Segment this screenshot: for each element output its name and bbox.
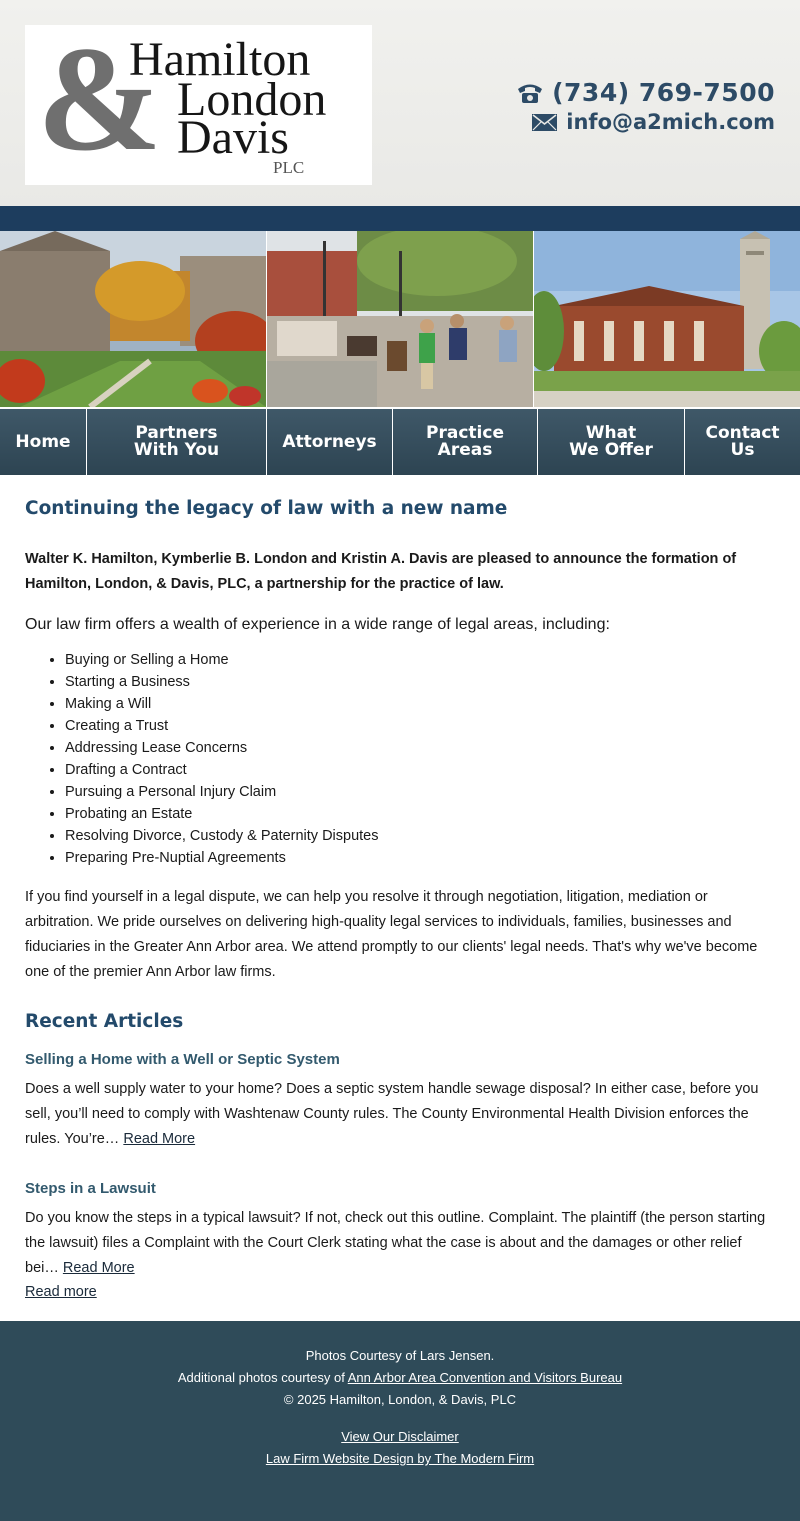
disclaimer-link[interactable]: View Our Disclaimer bbox=[341, 1429, 459, 1444]
envelope-icon bbox=[531, 113, 558, 132]
nav-home[interactable] bbox=[0, 409, 87, 475]
nav-offer-label: What We Offer bbox=[569, 423, 653, 460]
article-item bbox=[25, 1050, 775, 1152]
services-paragraph: If you find yourself in a legal dispute, we can help you resolve it through negotiation, litigation, mediation or arbitration. We pride ourselves on delivering high-quality legal services to individuals, families, businesses and fiduciaries in the Greater Ann Arbor area. We attend promptly to our clients' legal needs. That's why we've become one of the premier Ann Arbor law firms. bbox=[25, 889, 758, 980]
article-excerpt: Does a well supply water to your home? Does a septic system handle sewage disposal? In either case, before you sell, you’ll need to comply with Washtenaw County rules. The County Environmental Health Division enforces the rules. You’re… Read More bbox=[25, 1081, 759, 1147]
practice-areas-list bbox=[25, 649, 775, 869]
article-item bbox=[25, 1179, 775, 1281]
nav-attorneys[interactable] bbox=[267, 409, 393, 475]
visitors-bureau-link[interactable]: Ann Arbor Area Convention and Visitors Bureau bbox=[347, 1370, 623, 1385]
header-band bbox=[0, 206, 800, 231]
nav-contact-label: Contact Us bbox=[705, 423, 780, 460]
site-footer bbox=[0, 1321, 800, 1521]
read-more-all-link[interactable]: Read more bbox=[25, 1284, 97, 1300]
photo-credit: Photos Courtesy of Lars Jensen. bbox=[305, 1348, 495, 1363]
photo-street-cafe bbox=[267, 231, 533, 407]
all-articles-link-row bbox=[25, 1281, 775, 1303]
nav-partners-with-you[interactable] bbox=[87, 409, 267, 475]
email-contact[interactable] bbox=[531, 110, 775, 134]
list-item: • Pursuing a Personal Injury Claim bbox=[65, 781, 775, 803]
photo-law-quad bbox=[0, 231, 266, 407]
photo-banner bbox=[0, 231, 800, 407]
list-item: • Drafting a Contract bbox=[65, 759, 775, 781]
list-item: • Starting a Business bbox=[65, 671, 775, 693]
nav-practice-label: Practice Areas bbox=[426, 423, 504, 460]
nav-what-we-offer[interactable] bbox=[538, 409, 685, 475]
phone-number[interactable]: (734) 769-7500 bbox=[552, 78, 775, 107]
logo-line-2: London bbox=[177, 73, 327, 126]
email-address[interactable]: info@a2mich.com bbox=[566, 110, 775, 134]
list-item: • Preparing Pre-Nuptial Agreements bbox=[65, 847, 775, 869]
intro-text: Our law firm offers a wealth of experience in a wide range of legal areas, including: bbox=[25, 616, 610, 633]
list-item: • Addressing Lease Concerns bbox=[65, 737, 775, 759]
nav-home-label: Home bbox=[15, 431, 71, 452]
article-title[interactable]: Selling a Home with a Well or Septic System bbox=[25, 1051, 340, 1068]
disclaimer-row bbox=[0, 1426, 800, 1448]
logo-line-3: Davis bbox=[177, 111, 289, 164]
site-header bbox=[0, 0, 800, 206]
logo-line-1: Hamilton bbox=[129, 33, 311, 86]
firm-logo[interactable] bbox=[25, 25, 372, 185]
nav-partners-label: Partners With You bbox=[133, 423, 220, 460]
designer-link[interactable]: Law Firm Website Design by The Modern Firm bbox=[265, 1451, 535, 1466]
phone-contact[interactable] bbox=[516, 78, 775, 107]
nav-contact-us[interactable] bbox=[685, 409, 800, 475]
read-more-link[interactable]: Read More bbox=[62, 1260, 135, 1276]
main-navigation bbox=[0, 409, 800, 475]
designer-row bbox=[0, 1448, 800, 1470]
main-content bbox=[0, 497, 800, 1303]
telephone-icon bbox=[516, 82, 544, 104]
read-more-link[interactable]: Read More bbox=[123, 1131, 196, 1147]
recent-articles-heading: Recent Articles bbox=[25, 1011, 184, 1032]
article-title[interactable]: Steps in a Lawsuit bbox=[25, 1180, 156, 1197]
photo-burton-tower bbox=[534, 231, 800, 407]
nav-practice-areas[interactable] bbox=[393, 409, 538, 475]
copyright: © 2025 Hamilton, London, & Davis, PLC bbox=[283, 1392, 517, 1407]
page-title: Continuing the legacy of law with a new name bbox=[25, 498, 508, 519]
article-excerpt: Do you know the steps in a typical lawsuit? If not, check out this outline. Complaint. The plaintiff (the person starting the lawsuit) files a Complaint with the Court Clerk stating what the case is about and the damages or other relief bei… Read More bbox=[25, 1210, 766, 1276]
nav-attorneys-label: Attorneys bbox=[282, 431, 377, 452]
logo-graphic bbox=[25, 25, 372, 185]
list-item: • Resolving Divorce, Custody & Paternity Disputes bbox=[65, 825, 775, 847]
list-item: • Creating a Trust bbox=[65, 715, 775, 737]
additional-credit: Additional photos courtesy of Ann Arbor Area Convention and Visitors Bureau bbox=[177, 1370, 623, 1385]
announcement-text: Walter K. Hamilton, Kymberlie B. London and Kristin A. Davis are pleased to announce the formation of Hamilton, London, & Davis, PLC, a partnership for the practice of law. bbox=[25, 551, 737, 592]
list-item: • Probating an Estate bbox=[65, 803, 775, 825]
logo-suffix: PLC bbox=[273, 158, 305, 177]
list-item: • Making a Will bbox=[65, 693, 775, 715]
list-item: • Buying or Selling a Home bbox=[65, 649, 775, 671]
logo-ampersand: & bbox=[37, 25, 162, 182]
